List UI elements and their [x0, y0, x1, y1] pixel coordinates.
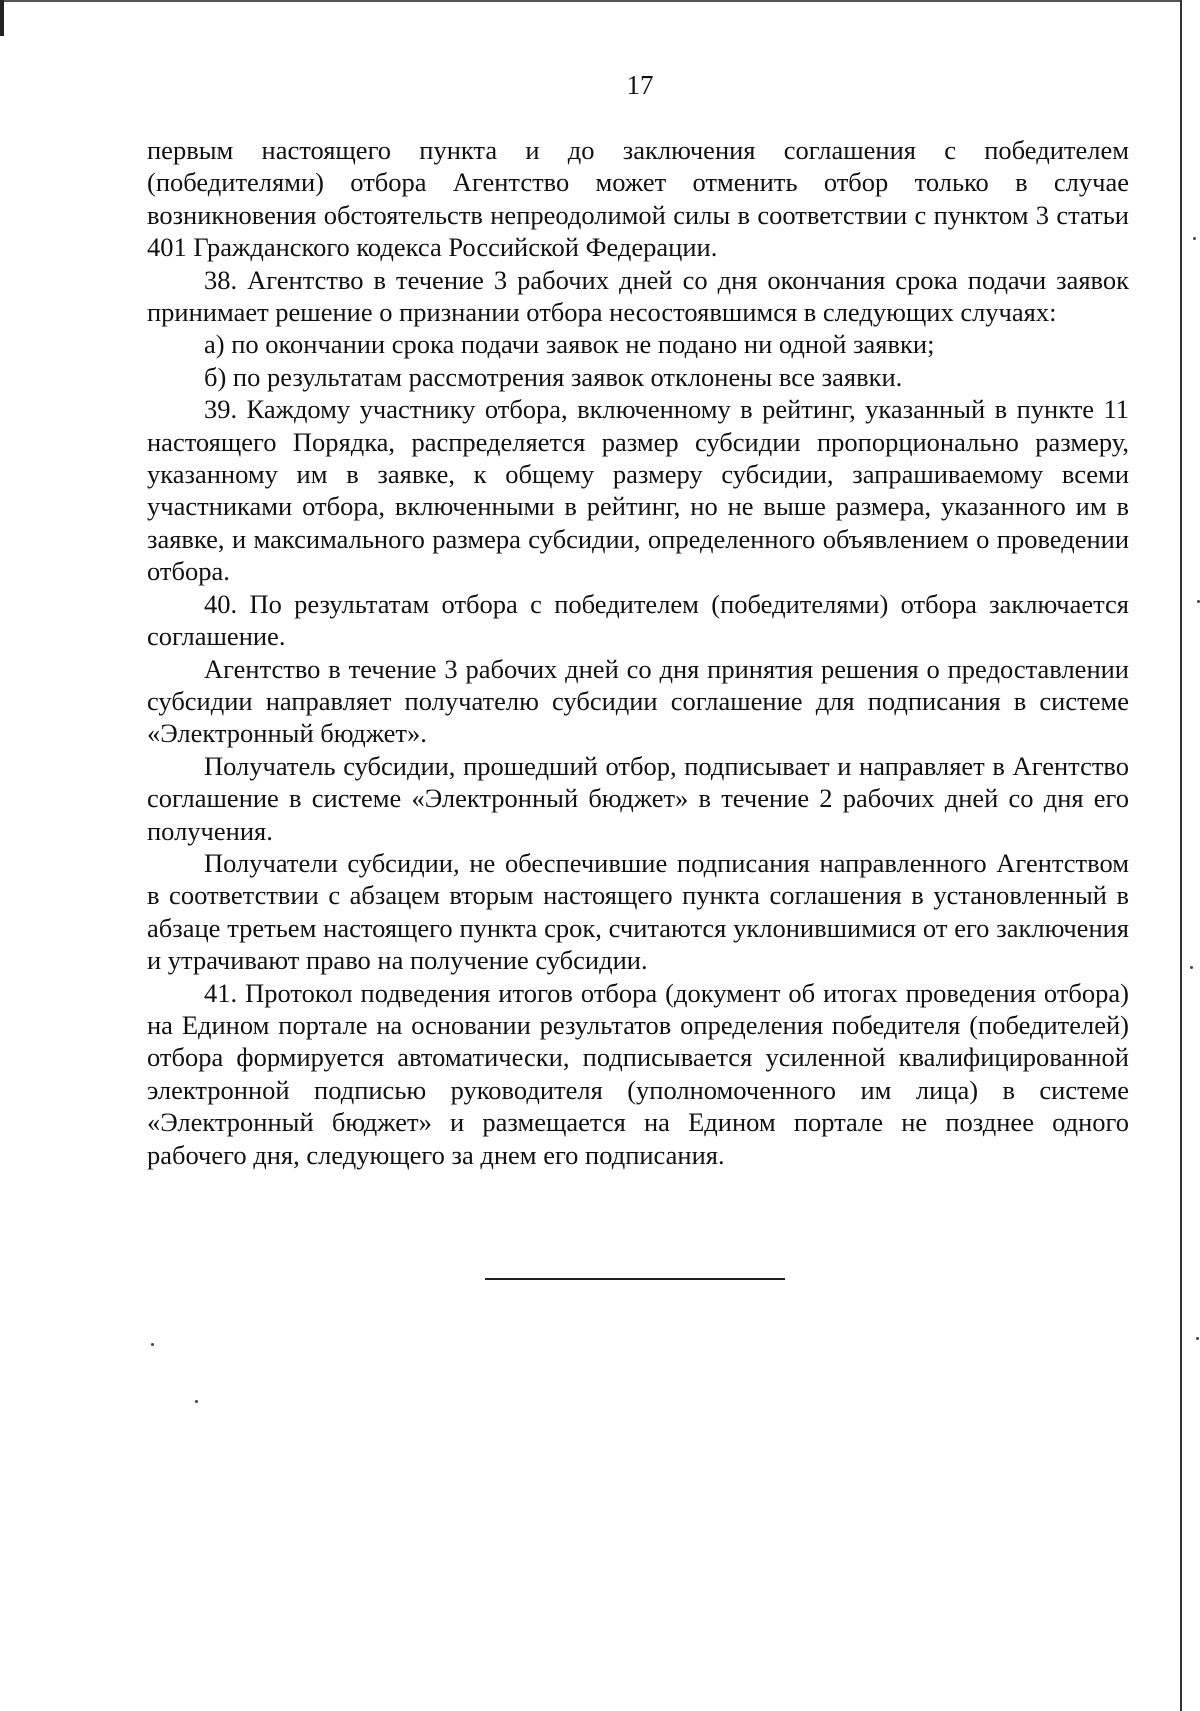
scan-corner-mark — [0, 0, 4, 36]
scan-speck — [151, 1343, 154, 1346]
scan-edge-right — [1180, 0, 1182, 1711]
paragraph-41: 41. Протокол подведения итогов отбора (документ об итогах проведения отбора) на Едином портале на основании результатов определения победителя (победителей) отбора формируется автоматически, подписывается усиленной квалифицированной электронной подписью руководителя (уполномоченного им лица) в системе «Электронный бюджет» и размещается на Едином портале не позднее одного рабочего дня, следующего за днем его подписания. — [147, 977, 1129, 1170]
paragraph-40-part-2: Агентство в течение 3 рабочих дней со дня принятия решения о предоставлении субсидии направляет получателю субсидии соглашение для подписания в системе «Электронный бюджет». — [147, 653, 1129, 749]
document-body — [147, 134, 1129, 1171]
scan-speck — [1190, 966, 1193, 969]
paragraph-40: 40. По результатам отбора с победителем (победителями) отбора заключается соглашение. — [147, 588, 1129, 652]
scan-speck — [195, 1400, 198, 1403]
paragraph-39: 39. Каждому участнику отбора, включенному в рейтинг, указанный в пункте 11 настоящего Порядка, распределяется размер субсидии пропорционально размеру, указанному им в заявке, к общему размеру субсидии, запрашиваемому всеми участниками отбора, включенными в рейтинг, но не выше размера, указанного им в заявке, и максимального размера субсидии, определенного объявлением о проведении отбора. — [147, 394, 1129, 587]
scan-speck — [1196, 1337, 1199, 1340]
scan-speck — [1193, 237, 1196, 240]
page-number: 17 — [626, 70, 654, 100]
end-of-text-rule — [485, 1278, 785, 1280]
list-item-a: а) по окончании срока подачи заявок не подано ни одной заявки; — [204, 329, 935, 360]
paragraph-continuation: первым настоящего пункта и до заключения соглашения с победителем (победителями) отбора Агентство может отменить отбор только в случае возникновения обстоятельств непреодолимой силы в соответствии с пунктом 3 статьи 401 Гражданского кодекса Российской Федерации. — [147, 135, 1129, 263]
paragraph-40-part-3: Получатель субсидии, прошедший отбор, подписывает и направляет в Агентство соглашение в системе «Электронный бюджет» в течение 2 рабочих дней со дня его получения. — [147, 750, 1129, 846]
scan-edge-top — [0, 0, 1180, 2]
paragraph-40-part-4: Получатели субсидии, не обеспечившие подписания направленного Агентством в соответствии с абзацем вторым настоящего пункта соглашения в установленный в абзаце третьем настоящего пункта срок, считаются уклонившимися от его заключения и утрачивают право на получение субсидии. — [147, 847, 1129, 976]
list-item-b: б) по результатам рассмотрения заявок отклонены все заявки. — [204, 361, 903, 392]
paragraph-38: 38. Агентство в течение 3 рабочих дней со дня окончания срока подачи заявок принимает решение о признании отбора несостоявшимся в следующих случаях: — [147, 264, 1129, 328]
